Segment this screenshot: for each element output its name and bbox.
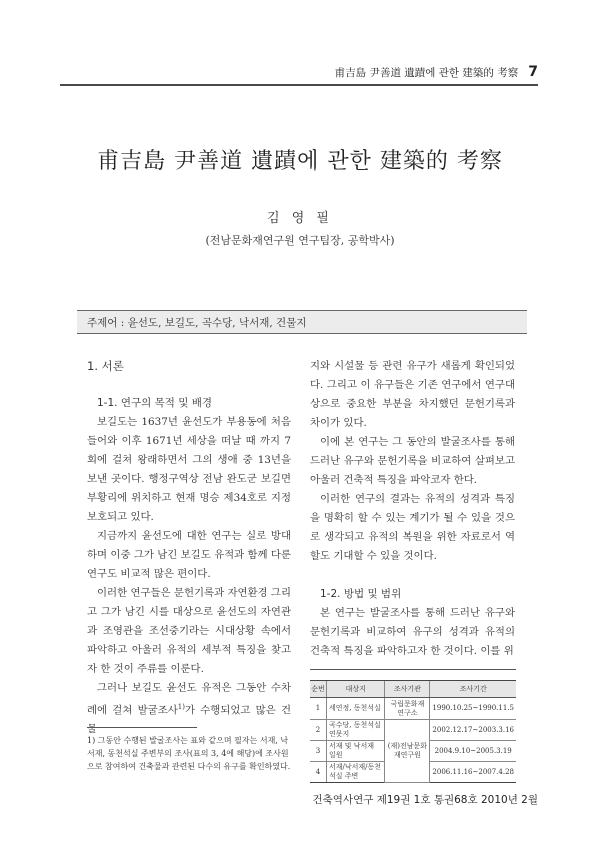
table-cell: 2004.9.10~2005.3.19 [430,741,516,762]
keywords-box: 주제어 : 윤선도, 보길도, 곡수당, 낙서재, 건물지 [77,310,527,334]
table-cell: 곡수당, 동천석실 연못지 [327,720,385,741]
table-cell: 1990.10.25~1990.11.5 [430,698,516,720]
paragraph: 이러한 연구들은 문헌기록과 자연환경 그리고 그가 남긴 시를 대상으로 윤선도의 자연관과 조영관을 조선중기라는 시대상황 속에서 파악하고 아울러 유적의 세부적 특징을 찾고자 한 것이 주류를 이룬다. [87,587,291,675]
paragraph: 본 연구는 발굴조사를 통해 드러난 유구와 문헌기록과 비교하여 유구의 성격과 유적의 건축적 특징을 파악하고자 한 것이다. 이를 위 [310,607,515,657]
excavation-table [310,680,516,783]
author-name: 김 영 필 [267,211,333,226]
paragraph-text: 가 수행되었고 많은 건물 [87,704,292,736]
footnote: 1) 그동안 수행된 발굴조사는 표와 같으며 필자는 서재, 낙서재, 동천석실 주변부의 조사(표의 3, 4에 해당)에 조사원으로 참여하여 건축물과 관련된 다수의 유구를 확인하였다. [87,736,291,771]
paragraph: 보길도는 1637년 윤선도가 부용동에 처음 들어와 이후 1671년 세상을 떠날 때 까지 7회에 걸쳐 왕래하면서 그의 생애 중 13년을 보낸 곳이다. 행정구역상 전남 완도군 보길면 부황리에 위치하고 현재 명승 제34호로 지정보호되고 있다. [87,416,291,523]
paragraph: 지와 시설물 등 관련 유구가 새롭게 확인되었다. 그리고 이 유구들은 기존 연구에서 연구대상으로 중요한 부분을 차지했던 문헌기록과 차이가 있다. [310,360,515,429]
left-column [87,357,291,739]
table-cell: 국립문화재연구소 [385,698,430,720]
paragraph-text: 그러나 보길도 윤선도 유적은 그동안 수차례에 걸쳐 발굴조사 [87,682,291,717]
table-cell: 3 [310,741,327,762]
table-header: 순번 [310,681,327,698]
page-number: 7 [528,64,538,80]
table-header-row [310,681,516,698]
table-cell: 2006.11.16~2007.4.28 [430,762,516,783]
subsection-heading-purpose: 1-1. 연구의 목적 및 배경 [97,397,212,409]
table-cell: 2 [310,720,327,741]
table-divider [310,669,516,670]
running-head [60,64,538,86]
running-head-title: 甫吉島 尹善道 遺蹟에 관한 建築的 考察 [334,67,519,79]
table-cell: 2002.12.17~2003.3.16 [430,720,516,741]
table-cell: (재)전남문화재연구원 [385,720,430,783]
author-affiliation: (전남문화재연구원 연구팀장, 공학박사) [205,234,395,247]
table-cell: 1 [310,698,327,720]
footnote-marker[interactable]: 1) [177,703,185,711]
table-cell: 서재/낙서재/동천석실 주변 [327,762,385,783]
table-row [310,698,516,720]
journal-footer: 건축역사연구 제19권 1호 통권68호 2010년 2월 [312,794,538,806]
paragraph [87,679,291,739]
right-column [310,357,515,661]
table-row [310,720,516,741]
section-heading-intro: 1. 서론 [87,359,124,373]
footnote-divider [87,727,197,728]
table-cell: 서재 및 낙서재 일원 [327,741,385,762]
paper-title: 甫吉島 尹善道 遺蹟에 관한 建築的 考察 [97,149,503,174]
paragraph: 이에 본 연구는 그 동안의 발굴조사를 통해 드러난 유구와 문헌기록을 비교하여 살펴보고 아울러 건축적 특징을 파악코자 한다. [310,436,515,486]
table-cell: 4 [310,762,327,783]
paragraph: 이러한 연구의 결과는 유적의 성격과 특징을 명확히 할 수 있는 계기가 될 수 있을 것으로 생각되고 유적의 복원을 위한 자료로서 역할도 기대할 수 있을 것이다. [310,493,515,562]
subsection-heading-method: 1-2. 방법 및 범위 [320,588,402,600]
table-header: 대상지 [327,681,385,698]
table-cell: 세연정, 동천석실 [327,698,385,720]
paragraph: 지금까지 윤선도에 대한 연구는 실로 방대하며 이중 그가 남긴 보길도 유적과 함께 다룬 연구도 비교적 많은 편이다. [87,530,291,580]
table-header: 조사기간 [430,681,516,698]
table-header: 조사기관 [385,681,430,698]
